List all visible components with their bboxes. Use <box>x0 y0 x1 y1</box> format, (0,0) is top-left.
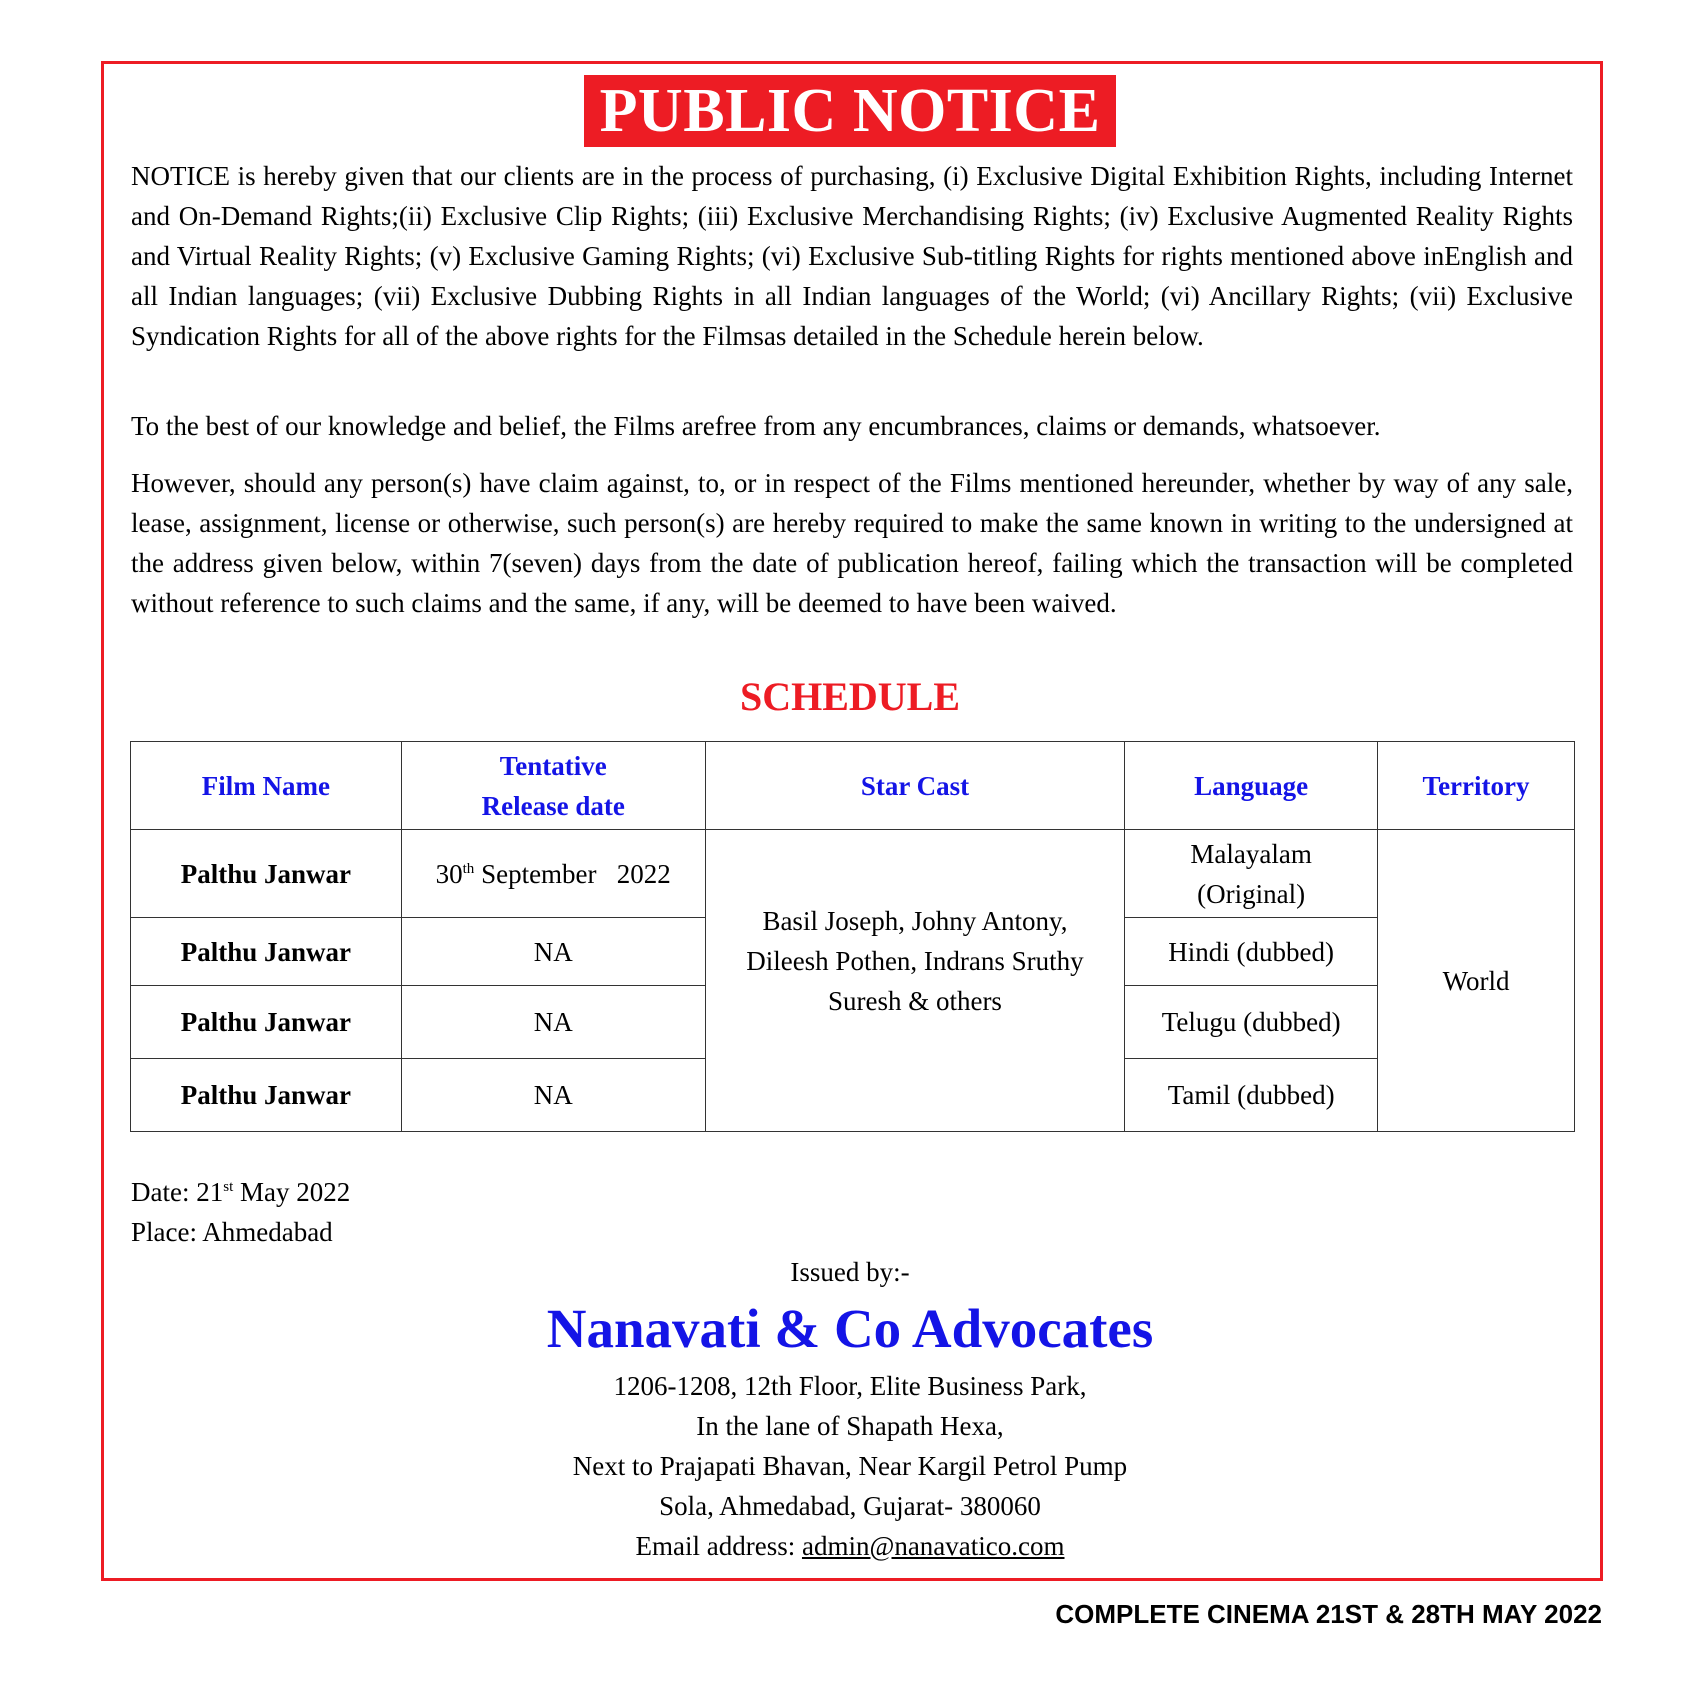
header-language: Language <box>1125 742 1378 830</box>
language-line1: Malayalam <box>1190 838 1312 869</box>
table-header-row <box>131 742 1575 830</box>
header-star-cast: Star Cast <box>705 742 1125 830</box>
schedule-heading: SCHEDULE <box>739 674 961 719</box>
email-link[interactable]: admin@nanavatico.com <box>801 1531 1065 1561</box>
release-month-year: September 2022 <box>474 858 671 889</box>
title-banner <box>0 75 1700 147</box>
date-rest: May 2022 <box>233 1177 351 1207</box>
star-cast-line: Dileesh Pothen, Indrans Sruthy <box>746 945 1084 976</box>
notice-place: Place: Ahmedabad <box>131 1217 333 1247</box>
date-suffix: st <box>223 1179 234 1195</box>
page-title: PUBLIC NOTICE <box>584 75 1117 147</box>
header-release-line1: Tentative <box>499 750 607 781</box>
release-date-cell <box>401 830 705 918</box>
release-date-cell: NA <box>401 986 705 1059</box>
language-cell: Tamil (dubbed) <box>1125 1059 1378 1132</box>
address-line: Sola, Ahmedabad, Gujarat- 380060 <box>659 1491 1041 1521</box>
header-territory: Territory <box>1378 742 1575 830</box>
table-row <box>131 830 1575 918</box>
notice-paragraph-claims: However, should any person(s) have claim against, to, or in respect of the Films mentioned hereunder, whether by way of any sale, lease, assignment, license or otherwise, such person(s) are hereby required to make the same known in writing to the undersigned at the address given below, within 7(seven) days from the date of publication hereof, failing which the transaction will be completed without reference to such claims and the same, if any, will be deemed to have been waived. <box>131 468 1573 618</box>
date-prefix: Date: 21 <box>131 1177 224 1207</box>
release-day: 30 <box>435 858 463 889</box>
film-name-cell: Palthu Janwar <box>131 1059 402 1132</box>
notice-paragraph-rights: NOTICE is hereby given that our clients are in the process of purchasing, (i) Exclusive Digital Exhibition Rights, including Internet and On-Demand Rights;(ii) Exclusive Clip Rights; (iii) Exclusive Merchandising Rights; (iv) Exclusive Augmented Reality Rights and Virtual Reality Rights; (v) Exclusive Gaming Rights; (vi) Exclusive Sub-titling Rights for rights mentioned above inEnglish and all Indian languages; (vii) Exclusive Dubbing Rights in all Indian languages of the World; (vi) Ancillary Rights; (vii) Exclusive Syndication Rights for all of the above rights for the Filmsas detailed in the Schedule herein below. <box>131 161 1573 351</box>
release-date-cell: NA <box>401 1059 705 1132</box>
film-name-cell: Palthu Janwar <box>131 986 402 1059</box>
star-cast-cell <box>705 830 1125 1132</box>
header-film-name: Film Name <box>131 742 402 830</box>
star-cast-line: Basil Joseph, Johny Antony, <box>762 905 1068 936</box>
publication-footer: COMPLETE CINEMA 21ST & 28TH MAY 2022 <box>1055 1599 1602 1629</box>
issued-by: Issued by:- <box>790 1257 910 1287</box>
schedule-table <box>130 741 1575 1132</box>
language-cell <box>1125 830 1378 918</box>
language-line2: (Original) <box>1197 878 1306 909</box>
address-line: In the lane of Shapath Hexa, <box>696 1411 1004 1441</box>
email-label: Email address: <box>635 1531 802 1561</box>
film-name-cell: Palthu Janwar <box>131 918 402 986</box>
notice-date <box>131 1172 350 1212</box>
language-cell: Hindi (dubbed) <box>1125 918 1378 986</box>
film-name-cell: Palthu Janwar <box>131 830 402 918</box>
header-release-line2: Release date <box>481 790 625 821</box>
email-line <box>0 1526 1700 1566</box>
territory-cell: World <box>1378 830 1575 1132</box>
address-line: Next to Prajapati Bhavan, Near Kargil Petrol Pump <box>572 1451 1128 1481</box>
release-day-suffix: th <box>462 860 475 877</box>
firm-name: Nanavati & Co Advocates <box>546 1298 1154 1359</box>
notice-paragraph-encumbrances: To the best of our knowledge and belief, the Films arefree from any encumbrances, claims or demands, whatsoever. <box>131 411 1381 441</box>
release-date-cell: NA <box>401 918 705 986</box>
star-cast-line: Suresh & others <box>827 985 1002 1016</box>
address-line: 1206-1208, 12th Floor, Elite Business Park, <box>613 1371 1087 1401</box>
language-cell: Telugu (dubbed) <box>1125 986 1378 1059</box>
header-release-date <box>401 742 705 830</box>
